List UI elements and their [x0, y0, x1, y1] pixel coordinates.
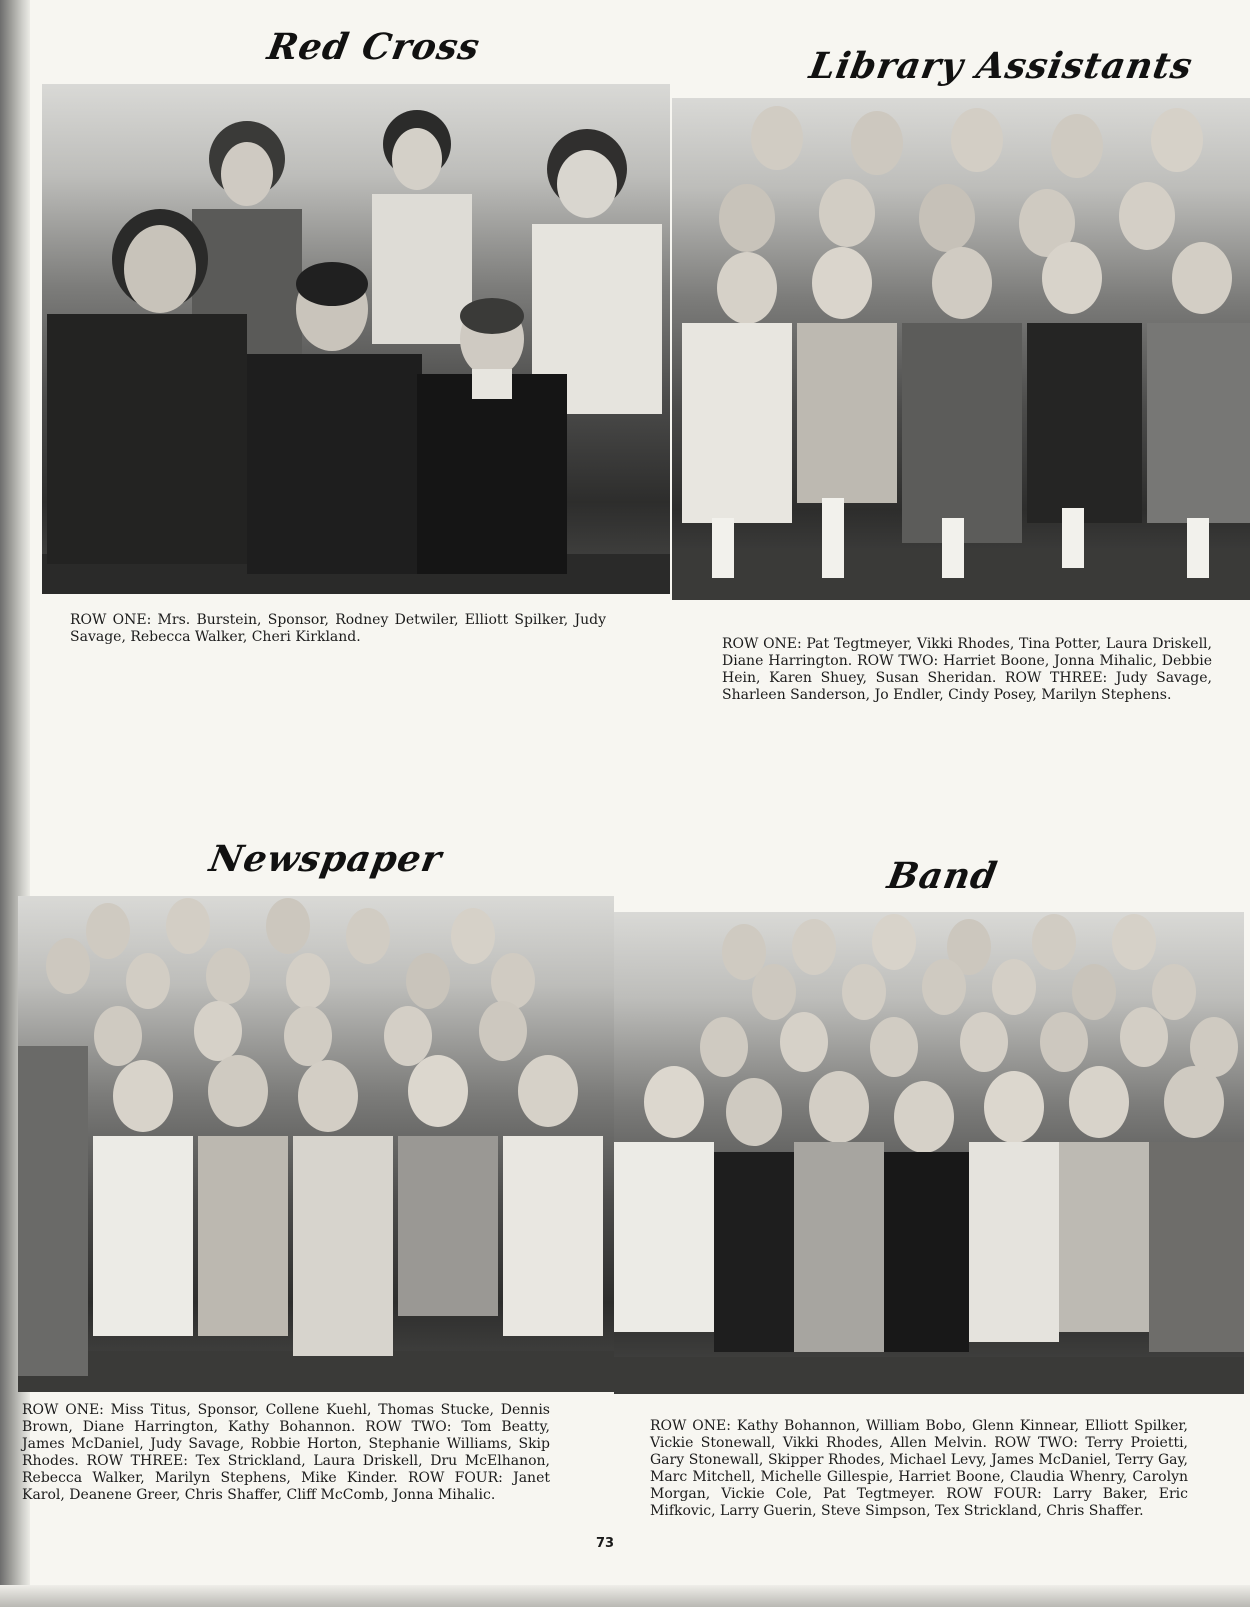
newspaper-caption: ROW ONE: Miss Titus, Sponsor, Collene Kuehl, Thomas Stucke, Dennis Brown, Diane Harrington, Kathy Bohannon. ROW TWO: Tom Beatty, James McDaniel, Judy Savage, Robbie Horton, Stephanie Williams, Skip Rhodes. ROW THREE: Tex Strickland, Laura Driskell, Dru McElhanon, Rebecca Walker, Marilyn Stephens, Mike Kinder. ROW FOUR: Janet Karol, Deanene Greer, Chris Shaffer, Cliff McComb, Jonna Mihalic.: [22, 1402, 550, 1503]
newspaper-heading: Newspaper: [206, 838, 446, 880]
newspaper-photo: [18, 896, 614, 1392]
library-assistants-photo: [672, 98, 1250, 600]
library-assistants-caption: ROW ONE: Pat Tegtmeyer, Vikki Rhodes, Tina Potter, Laura Driskell, Diane Harrington. ROW TWO: Harriet Boone, Jonna Mihalic, Debbie Hein, Karen Shuey, Susan Sheridan. ROW THREE: Judy Savage, Sharleen Sanderson, Jo Endler, Cindy Posey, Marilyn Stephens.: [722, 636, 1212, 703]
band-photo: [614, 912, 1244, 1394]
library-assistants-heading: Library Assistants: [806, 45, 1197, 87]
page-bottom-edge: [0, 1585, 1250, 1607]
band-caption: ROW ONE: Kathy Bohannon, William Bobo, Glenn Kinnear, Elliott Spilker, Vickie Stonewall, Vikki Rhodes, Allen Melvin. ROW TWO: Terry Proietti, Gary Stonewall, Skipper Rhodes, Michael Levy, James McDaniel, Terry Gay, Marc Mitchell, Michelle Gillespie, Harriet Boone, Claudia Whenry, Carolyn Morgan, Vickie Cole, Pat Tegtmeyer. ROW FOUR: Larry Baker, Eric Mifkovic, Larry Guerin, Steve Simpson, Tex Strickland, Chris Shaffer.: [650, 1418, 1188, 1519]
red-cross-caption: ROW ONE: Mrs. Burstein, Sponsor, Rodney Detwiler, Elliott Spilker, Judy Savage, Rebecca Walker, Cheri Kirkland.: [70, 612, 606, 645]
newspaper-figures: [18, 896, 614, 1392]
library-assistants-figures: [672, 98, 1250, 600]
page-number: 73: [596, 1536, 615, 1551]
red-cross-heading: Red Cross: [264, 26, 484, 68]
red-cross-figures: [42, 84, 670, 594]
band-figures: [614, 912, 1244, 1394]
band-heading: Band: [884, 855, 1001, 897]
red-cross-photo: [42, 84, 670, 594]
